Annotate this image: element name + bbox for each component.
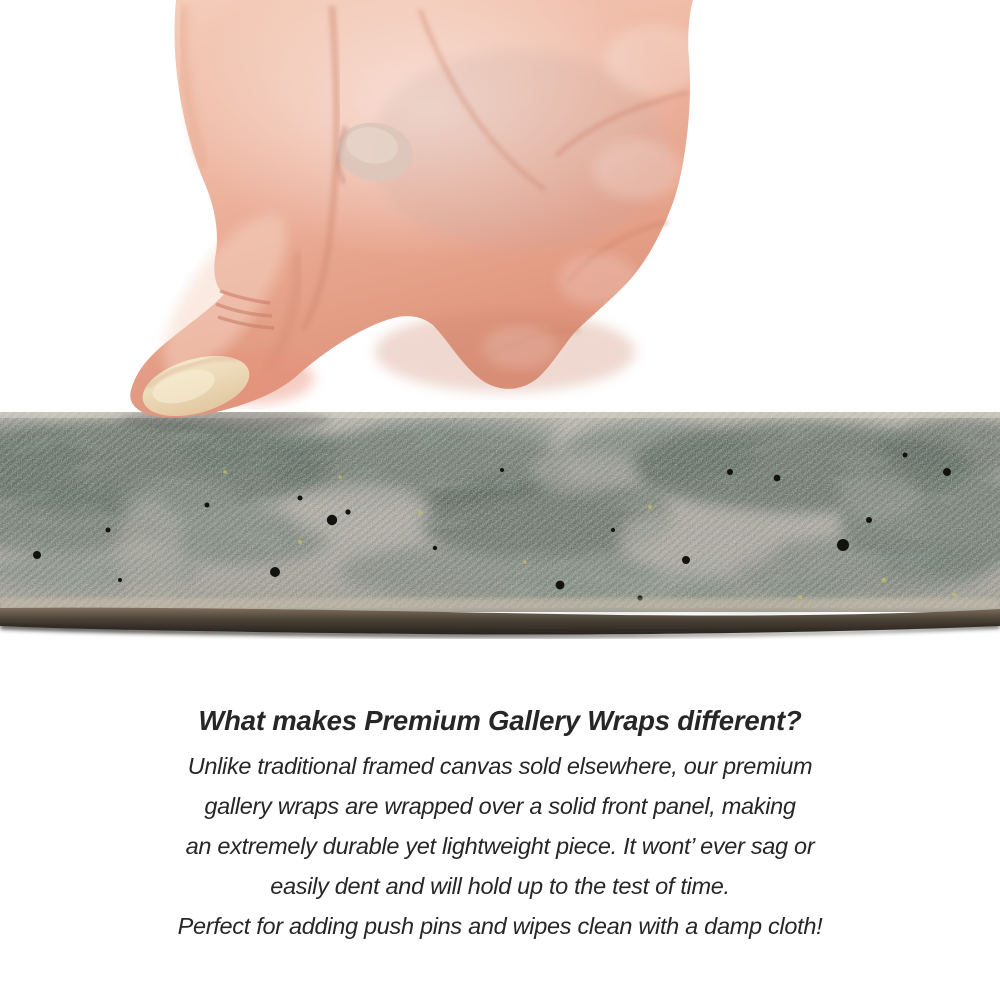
canvas-texture xyxy=(0,412,1000,612)
body-line-4: easily dent and will hold up to the test of time. xyxy=(270,873,730,899)
canvas-edge-photo xyxy=(0,412,1000,640)
body-line-3: an extremely durable yet lightweight piece. It wont’ ever sag or xyxy=(185,833,815,859)
panel-edge xyxy=(0,598,1000,638)
body-line-2: gallery wraps are wrapped over a solid front panel, making xyxy=(204,793,796,819)
body-line-5: Perfect for adding push pins and wipes clean with a damp cloth! xyxy=(177,913,823,939)
hand-pressing-photo xyxy=(0,0,1000,442)
body-line-1: Unlike traditional framed canvas sold elsewhere, our premium xyxy=(187,753,813,779)
marketing-copy xyxy=(0,703,1000,946)
heading: What makes Premium Gallery Wraps different? xyxy=(198,705,802,736)
